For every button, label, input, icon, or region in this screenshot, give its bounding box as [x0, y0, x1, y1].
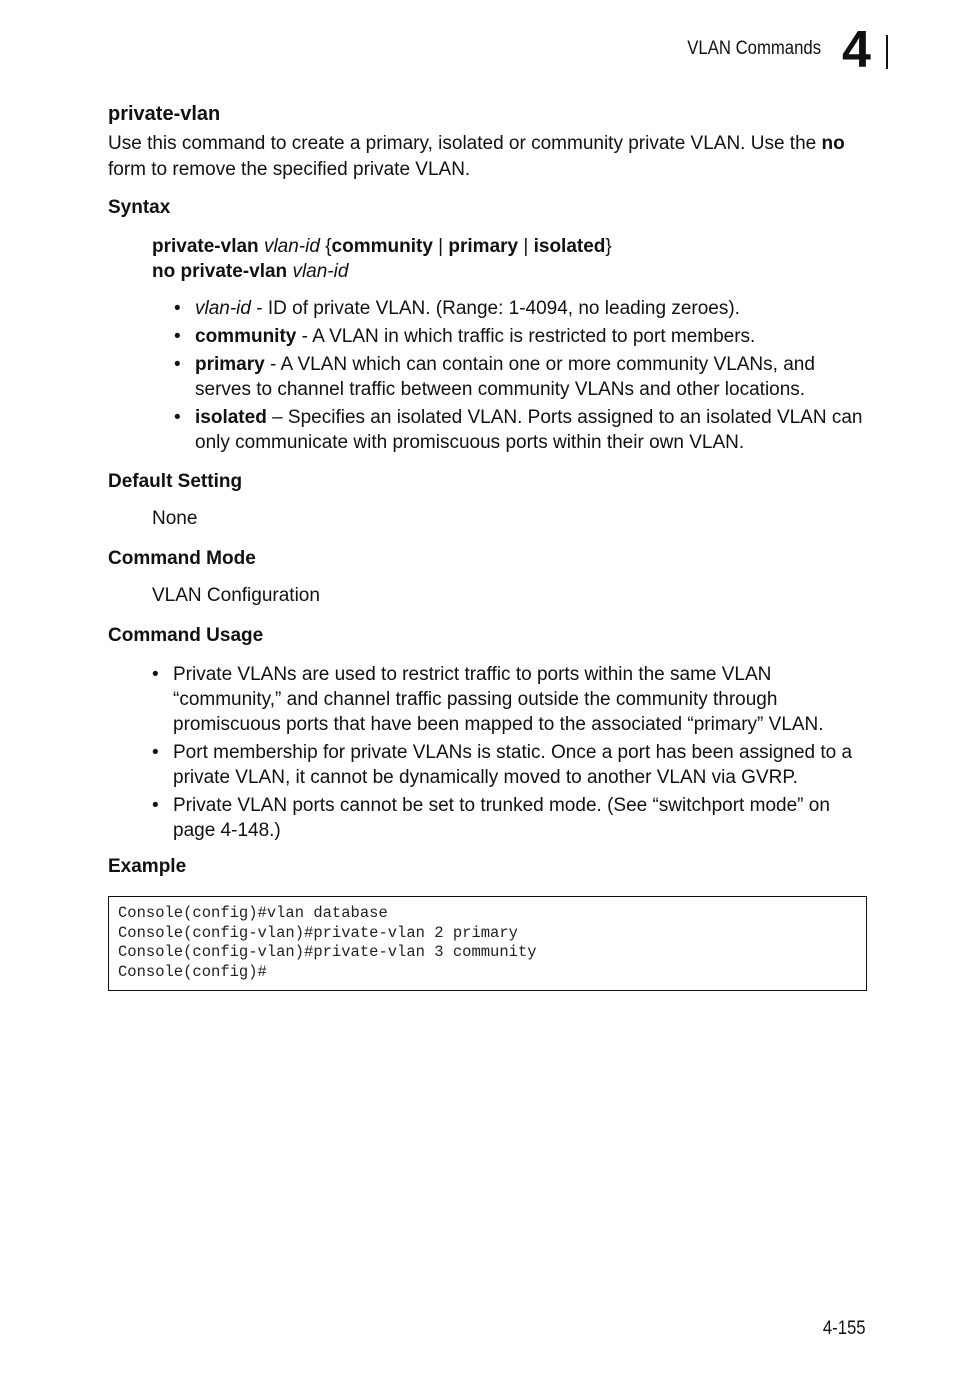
list-item: • Private VLAN ports cannot be set to trunked mode. (See “switchport mode” on page 4-148.) — [152, 793, 877, 843]
code-example — [109, 897, 866, 982]
code-line: Console(config-vlan)#private-vlan 2 primary — [118, 923, 518, 942]
code-line: Console(config)#vlan database — [118, 904, 388, 922]
syntax-line-2 — [152, 259, 612, 284]
running-header-title: VLAN Commands — [687, 38, 821, 59]
command-description — [108, 131, 878, 182]
parameter-list — [174, 296, 874, 458]
syntax-block — [152, 234, 612, 284]
intro-text-1: Use this command to create a primary, isolated or community private VLAN. Use the — [108, 133, 822, 154]
default-setting-heading: Default Setting — [108, 471, 243, 492]
param-desc: - A VLAN in which traffic is restricted to port members. — [296, 326, 756, 347]
param-term: primary — [195, 354, 265, 375]
syntax-separator: | — [432, 236, 449, 257]
code-line: Console(config-vlan)#private-vlan 3 community — [118, 943, 537, 961]
syntax-option-community: community — [331, 236, 433, 257]
syntax-separator: | — [518, 236, 534, 257]
command-usage-heading: Command Usage — [108, 625, 264, 646]
syntax-param: vlan-id — [292, 261, 349, 282]
param-term: community — [195, 326, 297, 347]
list-item — [174, 405, 874, 455]
chapter-divider — [886, 35, 888, 69]
syntax-option-primary: primary — [448, 236, 519, 257]
code-line: Console(config)# — [118, 962, 267, 981]
command-title: private-vlan — [108, 103, 221, 125]
code-example-box — [108, 896, 867, 991]
syntax-param: vlan-id — [263, 236, 320, 257]
syntax-line-1 — [152, 234, 612, 259]
intro-no-keyword: no — [821, 133, 845, 154]
usage-list — [152, 662, 877, 846]
param-desc: - ID of private VLAN. (Range: 1-4094, no leading zeroes). — [250, 298, 740, 319]
param-desc: – Specifies an isolated VLAN. Ports assigned to an isolated VLAN can only communicate with promiscuous ports within their own VLAN. — [195, 407, 863, 453]
syntax-heading: Syntax — [108, 197, 171, 218]
default-setting-value: None — [152, 508, 198, 529]
param-desc: - A VLAN which can contain one or more community VLANs, and serves to channel traffic between community VLANs and other locations. — [195, 354, 815, 400]
list-item: • Private VLANs are used to restrict traffic to ports within the same VLAN “community,” and channel traffic passing outside the community through promiscuous ports that have been mapped to the associated “primary” VLAN. — [152, 662, 877, 737]
param-term: vlan-id — [195, 298, 251, 319]
syntax-no-keyword: no private-vlan — [152, 261, 288, 282]
syntax-brace-open: { — [319, 236, 332, 257]
syntax-keyword: private-vlan — [152, 236, 259, 257]
syntax-option-isolated: isolated — [533, 236, 606, 257]
page-number: 4-155 — [823, 1318, 866, 1339]
syntax-brace-close: } — [605, 236, 612, 257]
list-item — [174, 352, 874, 402]
command-mode-value: VLAN Configuration — [152, 585, 320, 606]
list-item — [174, 324, 874, 349]
command-mode-heading: Command Mode — [108, 548, 256, 569]
list-item — [174, 296, 874, 321]
list-item: • Port membership for private VLANs is static. Once a port has been assigned to a private VLAN, it cannot be dynamically moved to another VLAN via GVRP. — [152, 740, 877, 790]
example-heading: Example — [108, 856, 187, 877]
intro-text-2: form to remove the specified private VLAN. — [108, 158, 471, 180]
chapter-number: 4 — [842, 21, 870, 79]
param-term: isolated — [195, 407, 267, 428]
